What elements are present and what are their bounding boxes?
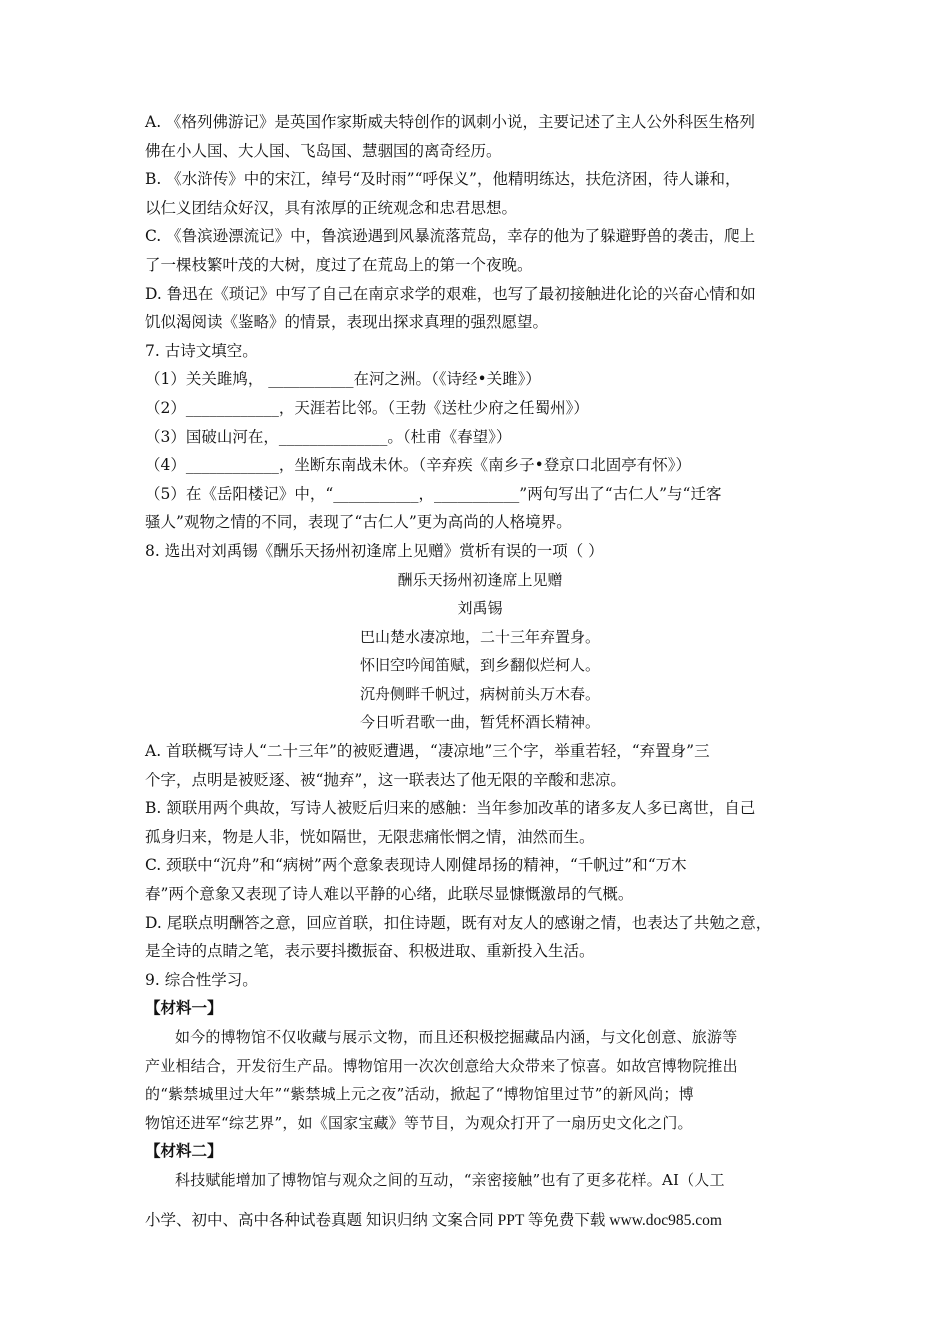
poem-line-3: 沉舟侧畔千帆过，病树前头万木春。 bbox=[359, 684, 600, 703]
q8-option-a-line1: A. 首联概写诗人“二十三年”的被贬遭遇，“凄凉地”三个字，举重若轻，“弃置身”三 bbox=[145, 742, 710, 761]
q8-option-b bbox=[145, 794, 815, 851]
q6-option-a-line1: A. 《格列佛游记》是英国作家斯威夫特创作的讽刺小说，主要记述了主人公外科医生格列 bbox=[145, 113, 756, 131]
q6-option-c-line1: C. 《鲁滨逊漂流记》中，鲁滨逊遇到风暴流落荒岛，幸存的他为了躲避野兽的袭击，爬上 bbox=[145, 227, 756, 246]
q6-option-d-line2: 饥似渴阅读《鉴略》的情景，表现出探求真理的强烈愿望。 bbox=[145, 313, 549, 332]
q8-option-b-line1: B. 颔联用两个典故，写诗人被贬后归来的感触：当年参加改革的诸多友人多已离世，自己 bbox=[145, 799, 756, 818]
q8-option-a bbox=[145, 737, 815, 794]
material-1-line-3: 的“紫禁城里过大年”“紫禁城上元之夜”活动，掀起了“博物馆里过节”的新风尚；博 bbox=[145, 1085, 694, 1104]
poem-line-1: 巴山楚水凄凉地，二十三年弃置身。 bbox=[359, 627, 600, 646]
document-page bbox=[145, 108, 815, 1195]
q7-item-1: （1）关关雎鸠， ___________在河之洲。（《诗经•关雎》） bbox=[145, 370, 541, 389]
material-2-line-1: 科技赋能增加了博物馆与观众之间的互动，“亲密接触”也有了更多花样。AI（人工 bbox=[175, 1170, 725, 1189]
q8-option-b-line2: 孤身归来，物是人非，恍如隔世，无限悲痛怅惘之情，油然而生。 bbox=[145, 827, 595, 846]
q7-title: 7. 古诗文填空。 bbox=[145, 341, 258, 360]
q8-option-d-line2: 是全诗的点睛之笔，表示要抖擞振奋、积极进取、重新投入生活。 bbox=[145, 942, 595, 961]
q7-item-5-line2: 骚人”观物之情的不同，表现了“古仁人”更为高尚的人格境界。 bbox=[145, 513, 572, 532]
q8-option-c-line1: C. 颈联中“沉舟”和“病树”两个意象表现诗人刚健昂扬的精神，“千帆过”和“万木 bbox=[145, 856, 687, 875]
q8-option-d-line1: D. 尾联点明酬答之意，回应首联，扣住诗题，既有对友人的感谢之情，也表达了共勉之意， bbox=[145, 913, 772, 932]
poem-line-2: 怀旧空吟闻笛赋，到乡翻似烂柯人。 bbox=[359, 656, 600, 675]
q6-option-d bbox=[145, 280, 815, 337]
q8-title: 8. 选出对刘禹锡《酬乐天扬州初逢席上见赠》赏析有误的一项（ ） bbox=[145, 541, 604, 560]
q6-option-d-line1: D. 鲁迅在《琐记》中写了自己在南京求学的艰难，也写了最初接触进化论的兴奋心情和如 bbox=[145, 284, 756, 303]
q7-item-5-line1: （5）在《岳阳楼记》中，“___________，___________”两句写出了“古仁人”与“迁客 bbox=[145, 484, 722, 503]
q7-item-4: （4）____________，坐断东南战未休。（辛弃疾《南乡子•登京口北固亭有怀》） bbox=[145, 456, 692, 475]
material-2-title: 【材料二】 bbox=[145, 1141, 223, 1161]
q8-option-c bbox=[145, 851, 815, 908]
q9-title: 9. 综合性学习。 bbox=[145, 970, 258, 989]
q6-option-a-line2: 佛在小人国、大人国、飞岛国、慧骃国的离奇经历。 bbox=[145, 141, 502, 160]
page-footer: 小学、初中、高中各种试卷真题 知识归纳 文案合同 PPT 等免费下载 www.doc985.com bbox=[145, 1212, 722, 1229]
q6-option-c-line2: 了一棵枝繁叶茂的大树，度过了在荒岛上的第一个夜晚。 bbox=[145, 255, 533, 274]
material-1-line-2: 产业相结合，开发衍生产品。博物馆用一次次创意给大众带来了惊喜。如故宫博物院推出 bbox=[145, 1056, 738, 1075]
material-1-title: 【材料一】 bbox=[145, 998, 223, 1018]
q6-option-b bbox=[145, 165, 815, 222]
q7-item-2: （2）____________，天涯若比邻。（王勃《送杜少府之任蜀州》） bbox=[145, 398, 589, 417]
q8-option-d bbox=[145, 909, 815, 966]
poem-line-4: 今日听君歌一曲，暂凭杯酒长精神。 bbox=[359, 713, 600, 732]
q8-option-a-line2: 个字，点明是被贬逐、被“抛弃”，这一联表达了他无限的辛酸和悲凉。 bbox=[145, 770, 626, 789]
poem-author: 刘禹锡 bbox=[457, 599, 503, 618]
q8-option-c-line2: 春”两个意象又表现了诗人难以平静的心绪，此联尽显慷慨激昂的气概。 bbox=[145, 885, 634, 904]
q6-option-a bbox=[145, 108, 815, 165]
material-1-line-4: 物馆还进军“综艺界”，如《国家宝藏》等节目，为观众打开了一扇历史文化之门。 bbox=[145, 1113, 693, 1132]
poem-title: 酬乐天扬州初逢席上见赠 bbox=[397, 570, 563, 589]
material-1-line-1: 如今的博物馆不仅收藏与展示文物，而且还积极挖掘藏品内涵，与文化创意、旅游等 bbox=[175, 1028, 738, 1046]
q6-option-b-line2: 以仁义团结众好汉，具有浓厚的正统观念和忠君思想。 bbox=[145, 198, 518, 217]
q7-item-3: （3）国破山河在，______________。（杜甫《春望》） bbox=[145, 427, 512, 446]
q6-option-b-line1: B. 《水浒传》中的宋江，绰号“及时雨”“呼保义”，他精明练达，扶危济困，待人谦和， bbox=[145, 170, 741, 189]
q6-option-c bbox=[145, 222, 815, 279]
